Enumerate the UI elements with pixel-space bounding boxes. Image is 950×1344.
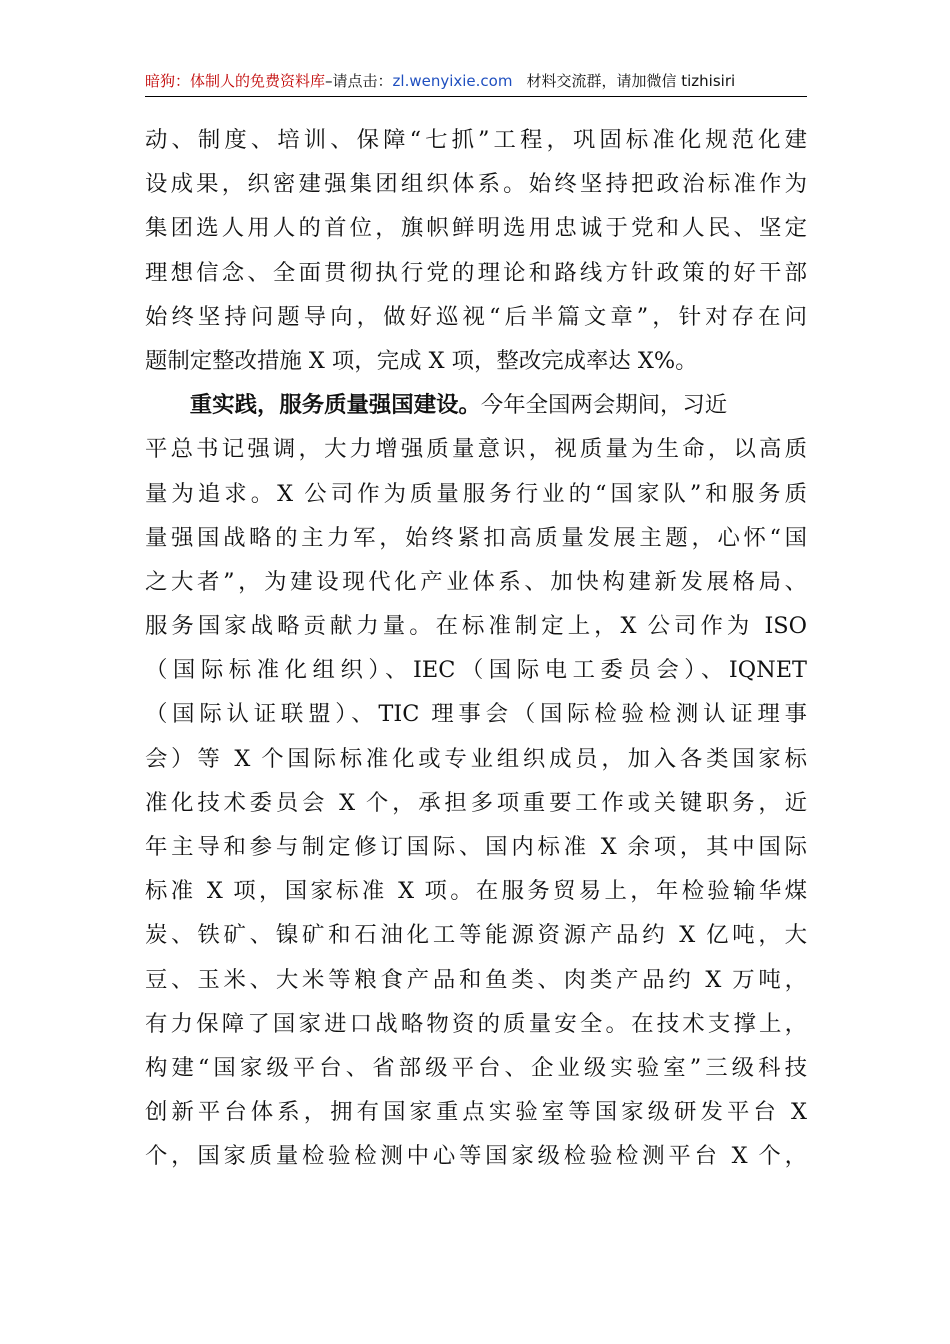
paragraph-first-line <box>145 383 807 427</box>
paragraph-heading: 重实践，服务质量强国建设。 <box>189 392 481 419</box>
paragraph-line: 之大者”，为建设现代化产业体系、加快构建新发展格局、 <box>145 568 807 595</box>
paragraph-line: 量强国战略的主力军，始终紧扣高质量发展主题，心怀“国 <box>145 524 807 551</box>
paragraph-2 <box>145 383 807 1178</box>
paragraph-line: 始终坚持问题导向，做好巡视“后半篇文章”，针对存在问 <box>145 303 807 330</box>
paragraph-line: 个，国家质量检验检测中心等国家级检验检测平台 X 个， <box>145 1143 807 1170</box>
paragraph-line: 标准 X 项，国家标准 X 项。在服务贸易上，年检验输华煤 <box>145 878 807 905</box>
paragraph-line: 服务国家战略贡献力量。在标准制定上，X 公司作为 ISO <box>145 613 807 640</box>
paragraph-line: 准化技术委员会 X 个，承担多项重要工作或关键职务，近 <box>145 789 807 816</box>
paragraph-line: 构建“国家级平台、省部级平台、企业级实验室”三级科技 <box>145 1054 807 1081</box>
paragraph-1 <box>145 118 807 383</box>
paragraph-line: （国际标准化组织）、IEC（国际电工委员会）、IQNET <box>145 657 807 684</box>
paragraph-line: 会）等 X 个国际标准化或专业组织成员，加入各类国家标 <box>145 745 807 772</box>
page-header <box>145 66 807 97</box>
paragraph-first-line-text: 今年全国两会期间，习近 <box>480 392 728 419</box>
header-site-label: 暗狗：体制人的免费资料库 <box>145 72 326 90</box>
paragraph-line: 创新平台体系，拥有国家重点实验室等国家级研发平台 X <box>145 1099 807 1126</box>
paragraph-line: 年主导和参与制定修订国际、国内标准 X 余项，其中国际 <box>145 834 807 860</box>
paragraph-line: 量为追求。X 公司作为质量服务行业的“国家队”和服务质 <box>145 480 807 507</box>
document-body <box>145 118 807 1179</box>
header-click-label: –请点击： <box>325 72 393 90</box>
paragraph-line: 有力保障了国家进口战略物资的质量安全。在技术支撑上， <box>145 1010 807 1037</box>
paragraph-line: 炭、铁矿、镍矿和石油化工等能源资源产品约 X 亿吨，大 <box>145 922 807 949</box>
paragraph-line: 设成果，织密建强集团组织体系。始终坚持把政治标准作为 <box>145 171 807 198</box>
header-url-link[interactable]: zl.wenyixie.com <box>392 72 513 90</box>
header-group-label: 材料交流群，请加微信 tizhisiri <box>526 72 736 90</box>
paragraph-line: 题制定整改措施 X 项，完成 X 项，整改完成率达 X%。 <box>145 347 698 374</box>
paragraph-line: 豆、玉米、大米等粮食产品和鱼类、肉类产品约 X 万吨， <box>145 966 807 993</box>
paragraph-line: （国际认证联盟）、TIC 理事会（国际检验检测认证理事 <box>145 701 807 728</box>
paragraph-line: 理想信念、全面贯彻执行党的理论和路线方针政策的好干部 <box>145 259 807 286</box>
paragraph-line: 动、制度、培训、保障“七抓”工程，巩固标准化规范化建 <box>145 127 807 153</box>
paragraph-line: 集团选人用人的首位，旗帜鲜明选用忠诚于党和人民、坚定 <box>145 215 807 242</box>
paragraph-line: 平总书记强调，大力增强质量意识，视质量为生命，以高质 <box>145 436 807 463</box>
